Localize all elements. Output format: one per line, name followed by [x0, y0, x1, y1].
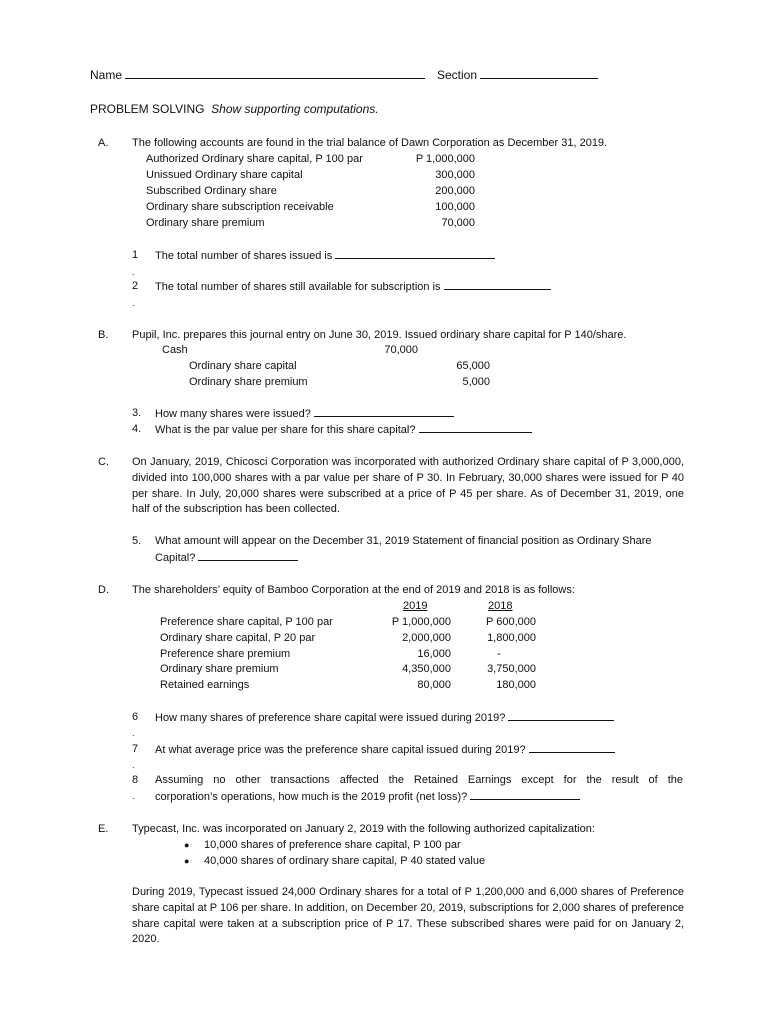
answer-field[interactable] [470, 789, 580, 800]
journal-credit-label: Ordinary share capital [189, 360, 297, 372]
answer-field[interactable] [198, 550, 298, 561]
problem-e-letter: E. [98, 823, 109, 835]
question-text: The total number of shares issued is [155, 250, 333, 262]
bullet-item: 10,000 shares of preference share capital, P 100 par [204, 839, 461, 851]
equity-value-2019: 2,000,000 [402, 632, 451, 644]
question-number: 8 [132, 774, 139, 786]
question-text: Capital? [155, 552, 196, 564]
journal-credit-label: Ordinary share premium [189, 376, 308, 388]
problem-e-intro: Typecast, Inc. was incorporated on January 2, 2019 with the following authorized capitalization: [132, 823, 595, 835]
question-7 [155, 742, 615, 757]
answer-field[interactable] [335, 248, 495, 259]
equity-value-2018: 3,750,000 [487, 663, 536, 675]
column-header-2019: 2019 [403, 600, 428, 612]
question-number: 1 [132, 249, 139, 261]
problem-d-intro: The shareholders’ equity of Bamboo Corporation at the end of 2019 and 2018 is as follows: [132, 584, 575, 596]
list-marker: . [132, 728, 135, 738]
problem-b-intro: Pupil, Inc. prepares this journal entry on June 30, 2019. Issued ordinary share capital for P 140/share. [132, 329, 627, 341]
answer-field[interactable] [529, 742, 615, 753]
section-field[interactable] [480, 68, 598, 79]
question-text: What is the par value per share for this share capital? [155, 424, 416, 436]
question-number: 3. [132, 407, 142, 419]
section-label: Section [437, 68, 478, 82]
equity-row-label: Preference share premium [160, 648, 291, 660]
column-header-2018: 2018 [488, 600, 513, 612]
account-label: Ordinary share subscription receivable [146, 201, 334, 213]
account-value: P 1,000,000 [415, 153, 475, 165]
bullet-icon: ● [184, 840, 190, 850]
problem-c-intro: On January, 2019, Chicosci Corporation was incorporated with authorized Ordinary share capital of P 3,000,000, divided into 100,000 shares with a par value per share of P 30. In February, 30,000 shares were issued for P 40 per share. In July, 20,000 shares were subscribed at a price of P 45 per share. As of December 31, 2019, one half of the subscription has been collected. [132, 456, 684, 516]
equity-value-2018: - [497, 648, 501, 660]
title-text: PROBLEM SOLVING [90, 102, 205, 116]
problem-b-letter: B. [98, 329, 109, 341]
equity-row-label: Ordinary share capital, P 20 par [160, 632, 316, 644]
instruction-text: Show supporting computations. [211, 102, 379, 116]
name-row [90, 68, 425, 82]
journal-debit-label: Cash [162, 344, 188, 356]
question-number: 2 [132, 280, 139, 292]
equity-row-label: Ordinary share premium [160, 663, 279, 675]
question-number: 6 [132, 711, 139, 723]
name-field[interactable] [125, 68, 425, 79]
problem-c-letter: C. [98, 456, 109, 468]
problem-e-paragraph: During 2019, Typecast issued 24,000 Ordinary shares for a total of P 1,200,000 and 6,000 shares of Preference share capital at P 106 per share. In addition, on December 20, 2019, subscriptions for 2,000 shares of preference share capital were taken at a subscription price of P 17. These subscribed shares were paid for on January 2, 2020. [132, 886, 684, 946]
question-3 [155, 406, 454, 421]
question-text: How many shares were issued? [155, 408, 311, 420]
equity-value-2018: 180,000 [496, 679, 536, 691]
question-number: 5. [132, 535, 142, 547]
account-label: Subscribed Ordinary share [146, 185, 277, 197]
equity-row-label: Preference share capital, P 100 par [160, 616, 333, 628]
journal-debit-value: 70,000 [384, 344, 418, 356]
question-6 [155, 710, 614, 725]
question-number: 7 [132, 743, 139, 755]
question-8-line1: Assuming no other transactions affected the Retained Earnings except for the result of the [155, 774, 683, 786]
list-marker: . [132, 298, 135, 308]
answer-field[interactable] [314, 406, 454, 417]
equity-row-label: Retained earnings [160, 679, 250, 691]
section-row [437, 68, 598, 82]
bullet-item: 40,000 shares of ordinary share capital, P 40 stated value [204, 855, 486, 867]
problem-a-letter: A. [98, 137, 109, 149]
page-title [90, 102, 379, 116]
list-marker: . [132, 267, 135, 277]
equity-value-2019: 4,350,000 [402, 663, 451, 675]
question-2 [155, 279, 551, 294]
question-text: How many shares of preference share capital were issued during 2019? [155, 712, 506, 724]
question-text: corporation’s operations, how much is the 2019 profit (net loss)? [155, 791, 468, 803]
question-text: At what average price was the preference share capital issued during 2019? [155, 744, 526, 756]
equity-value-2019: P 1,000,000 [391, 616, 451, 628]
problem-a-intro: The following accounts are found in the trial balance of Dawn Corporation as December 31, 2019. [132, 137, 608, 149]
account-value: 300,000 [435, 169, 475, 181]
account-value: 70,000 [441, 217, 475, 229]
equity-value-2018: 1,800,000 [487, 632, 536, 644]
answer-field[interactable] [444, 279, 551, 290]
name-label: Name [90, 68, 123, 82]
question-4 [155, 422, 532, 437]
equity-value-2019: 80,000 [417, 679, 451, 691]
question-text: The total number of shares still available for subscription is [155, 281, 441, 293]
list-marker: . [132, 791, 135, 801]
equity-value-2018: P 600,000 [486, 616, 536, 628]
problem-d-letter: D. [98, 584, 109, 596]
answer-field[interactable] [508, 710, 614, 721]
equity-value-2019: 16,000 [417, 648, 451, 660]
question-8-line2 [155, 789, 580, 804]
journal-credit-value: 5,000 [462, 376, 490, 388]
question-5-line1: What amount will appear on the December 31, 2019 Statement of financial position as Ordinary Share [155, 535, 652, 547]
account-label: Ordinary share premium [146, 217, 265, 229]
list-marker: . [132, 760, 135, 770]
bullet-icon: ● [184, 856, 190, 866]
question-1 [155, 248, 495, 263]
account-value: 100,000 [435, 201, 475, 213]
journal-credit-value: 65,000 [456, 360, 490, 372]
account-value: 200,000 [435, 185, 475, 197]
account-label: Authorized Ordinary share capital, P 100 par [146, 153, 363, 165]
question-5-line2 [155, 550, 298, 565]
answer-field[interactable] [419, 422, 532, 433]
account-label: Unissued Ordinary share capital [146, 169, 303, 181]
question-number: 4. [132, 423, 142, 435]
